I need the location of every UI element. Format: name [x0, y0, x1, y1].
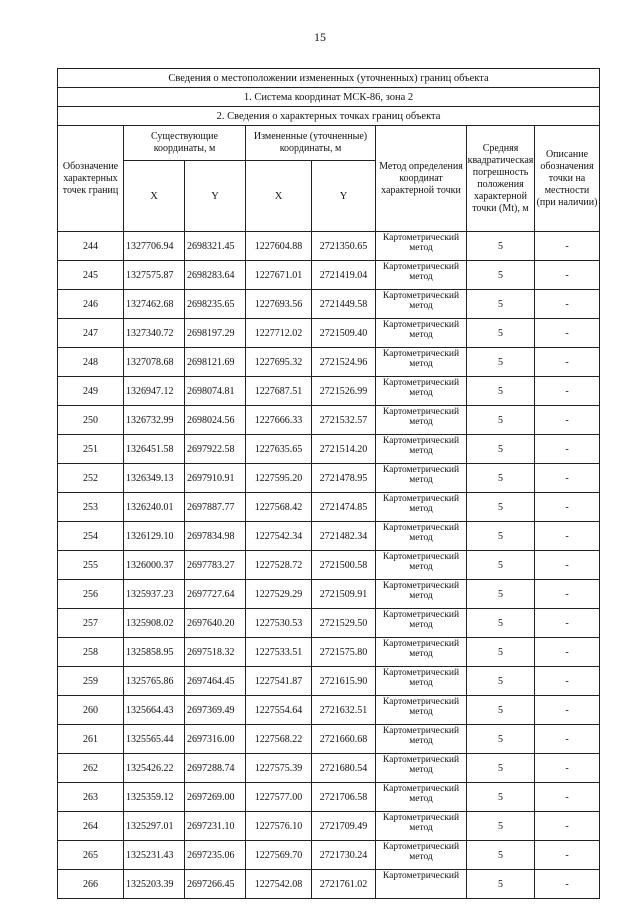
cell-point-number: 249 [58, 377, 124, 406]
cell-existing-y: 2698121.69 [185, 348, 246, 377]
cell-point-number: 259 [58, 667, 124, 696]
cell-existing-x: 1327078.68 [124, 348, 185, 377]
cell-changed-y: 2721478.95 [312, 464, 376, 493]
cell-point-number: 261 [58, 725, 124, 754]
table-row [58, 435, 600, 464]
cell-mean-error: 5 [467, 493, 535, 522]
cell-point-number: 256 [58, 580, 124, 609]
table-row [58, 493, 600, 522]
cell-point-number: 263 [58, 783, 124, 812]
cell-changed-x: 1227595.20 [246, 464, 312, 493]
cell-point-number: 260 [58, 696, 124, 725]
cell-existing-x: 1326451.58 [124, 435, 185, 464]
cell-changed-y: 2721680.54 [312, 754, 376, 783]
cell-method: Картометрический метод [376, 580, 467, 609]
cell-method: Картометрический метод [376, 754, 467, 783]
cell-existing-y: 2697464.45 [185, 667, 246, 696]
cell-description: - [535, 377, 600, 406]
cell-mean-error: 5 [467, 464, 535, 493]
cell-existing-x: 1325858.95 [124, 638, 185, 667]
table-row [58, 783, 600, 812]
cell-description: - [535, 725, 600, 754]
cell-point-number: 251 [58, 435, 124, 464]
cell-method: Картометрический [376, 870, 467, 899]
cell-changed-x: 1227541.87 [246, 667, 312, 696]
cell-method: Картометрический метод [376, 609, 467, 638]
table-row [58, 522, 600, 551]
cell-changed-y: 2721474.85 [312, 493, 376, 522]
cell-mean-error: 5 [467, 638, 535, 667]
cell-existing-x: 1326732.99 [124, 406, 185, 435]
cell-description: - [535, 493, 600, 522]
cell-mean-error: 5 [467, 551, 535, 580]
table-row [58, 638, 600, 667]
cell-changed-y: 2721532.57 [312, 406, 376, 435]
cell-changed-y: 2721709.49 [312, 812, 376, 841]
table-row [58, 609, 600, 638]
cell-description: - [535, 812, 600, 841]
cell-changed-y: 2721449.58 [312, 290, 376, 319]
header-changed-y: Y [312, 161, 376, 232]
cell-mean-error: 5 [467, 696, 535, 725]
header-error: Средняя квадратическая погрешность положения характерной точки (Mt), м [467, 126, 535, 232]
cell-existing-x: 1325231.43 [124, 841, 185, 870]
table-row [58, 232, 600, 261]
cell-description: - [535, 551, 600, 580]
cell-method: Картометрический метод [376, 435, 467, 464]
cell-description: - [535, 783, 600, 812]
header-description: Описание обозначения точки на местности (при наличии) [535, 126, 600, 232]
cell-method: Картометрический метод [376, 638, 467, 667]
cell-method: Картометрический метод [376, 783, 467, 812]
cell-changed-x: 1227666.33 [246, 406, 312, 435]
cell-description: - [535, 435, 600, 464]
cell-changed-x: 1227687.51 [246, 377, 312, 406]
cell-changed-y: 2721660.68 [312, 725, 376, 754]
cell-changed-x: 1227530.53 [246, 609, 312, 638]
cell-description: - [535, 261, 600, 290]
cell-point-number: 244 [58, 232, 124, 261]
cell-existing-y: 2697288.74 [185, 754, 246, 783]
cell-mean-error: 5 [467, 841, 535, 870]
cell-changed-x: 1227533.51 [246, 638, 312, 667]
cell-existing-y: 2697834.98 [185, 522, 246, 551]
cell-existing-y: 2698235.65 [185, 290, 246, 319]
cell-changed-y: 2721419.04 [312, 261, 376, 290]
cell-changed-x: 1227695.32 [246, 348, 312, 377]
cell-mean-error: 5 [467, 319, 535, 348]
header-changed-x: X [246, 161, 312, 232]
cell-changed-y: 2721526.99 [312, 377, 376, 406]
cell-existing-x: 1326129.10 [124, 522, 185, 551]
cell-changed-x: 1227568.22 [246, 725, 312, 754]
cell-description: - [535, 464, 600, 493]
cell-existing-y: 2697231.10 [185, 812, 246, 841]
table-row [58, 696, 600, 725]
cell-method: Картометрический метод [376, 290, 467, 319]
table-row [58, 812, 600, 841]
cell-mean-error: 5 [467, 261, 535, 290]
cell-mean-error: 5 [467, 290, 535, 319]
cell-existing-y: 2698197.29 [185, 319, 246, 348]
cell-method: Картометрический метод [376, 841, 467, 870]
cell-method: Картометрический метод [376, 812, 467, 841]
coordinate-system: 1. Система координат МСК-86, зона 2 [58, 88, 600, 107]
cell-method: Картометрический метод [376, 348, 467, 377]
cell-changed-y: 2721761.02 [312, 870, 376, 899]
table-row [58, 406, 600, 435]
cell-point-number: 264 [58, 812, 124, 841]
cell-changed-x: 1227671.01 [246, 261, 312, 290]
cell-mean-error: 5 [467, 812, 535, 841]
cell-description: - [535, 638, 600, 667]
cell-method: Картометрический метод [376, 493, 467, 522]
cell-existing-x: 1325937.23 [124, 580, 185, 609]
cell-existing-x: 1326349.13 [124, 464, 185, 493]
cell-method: Картометрический метод [376, 232, 467, 261]
cell-point-number: 255 [58, 551, 124, 580]
cell-mean-error: 5 [467, 377, 535, 406]
header-point: Обозначение характерных точек границ [58, 126, 124, 232]
cell-existing-x: 1325565.44 [124, 725, 185, 754]
cell-existing-y: 2697518.32 [185, 638, 246, 667]
cell-description: - [535, 609, 600, 638]
table-row [58, 290, 600, 319]
cell-changed-x: 1227712.02 [246, 319, 312, 348]
cell-description: - [535, 522, 600, 551]
cell-existing-y: 2698024.56 [185, 406, 246, 435]
cell-mean-error: 5 [467, 609, 535, 638]
cell-point-number: 257 [58, 609, 124, 638]
cell-existing-y: 2697887.77 [185, 493, 246, 522]
cell-mean-error: 5 [467, 783, 535, 812]
cell-existing-x: 1327706.94 [124, 232, 185, 261]
cell-changed-y: 2721706.58 [312, 783, 376, 812]
cell-existing-y: 2697369.49 [185, 696, 246, 725]
cell-description: - [535, 319, 600, 348]
cell-existing-y: 2697910.91 [185, 464, 246, 493]
cell-point-number: 253 [58, 493, 124, 522]
cell-changed-x: 1227542.34 [246, 522, 312, 551]
cell-description: - [535, 406, 600, 435]
cell-changed-y: 2721615.90 [312, 667, 376, 696]
cell-point-number: 252 [58, 464, 124, 493]
header-method: Метод определения координат характерной точки [376, 126, 467, 232]
cell-mean-error: 5 [467, 667, 535, 696]
cell-existing-x: 1326000.37 [124, 551, 185, 580]
cell-changed-x: 1227604.88 [246, 232, 312, 261]
cell-existing-y: 2698283.64 [185, 261, 246, 290]
cell-existing-x: 1325297.01 [124, 812, 185, 841]
cell-method: Картометрический метод [376, 725, 467, 754]
cell-changed-y: 2721575.80 [312, 638, 376, 667]
cell-method: Картометрический метод [376, 377, 467, 406]
cell-existing-y: 2697316.00 [185, 725, 246, 754]
cell-changed-y: 2721632.51 [312, 696, 376, 725]
cell-point-number: 248 [58, 348, 124, 377]
cell-existing-x: 1325359.12 [124, 783, 185, 812]
cell-existing-x: 1327575.87 [124, 261, 185, 290]
cell-existing-x: 1325664.43 [124, 696, 185, 725]
table-title: Сведения о местоположении измененных (уточненных) границ объекта [58, 69, 600, 88]
cell-changed-x: 1227577.00 [246, 783, 312, 812]
cell-existing-y: 2698321.45 [185, 232, 246, 261]
cell-description: - [535, 696, 600, 725]
cell-changed-x: 1227569.70 [246, 841, 312, 870]
boundary-points-table [57, 68, 600, 899]
cell-changed-y: 2721509.40 [312, 319, 376, 348]
cell-method: Картометрический метод [376, 522, 467, 551]
cell-point-number: 262 [58, 754, 124, 783]
cell-changed-x: 1227528.72 [246, 551, 312, 580]
table-row [58, 725, 600, 754]
cell-description: - [535, 870, 600, 899]
cell-point-number: 258 [58, 638, 124, 667]
cell-mean-error: 5 [467, 870, 535, 899]
boundary-points-table-wrap [57, 68, 599, 899]
table-row [58, 667, 600, 696]
cell-description: - [535, 754, 600, 783]
cell-changed-y: 2721514.20 [312, 435, 376, 464]
table-row [58, 319, 600, 348]
cell-existing-x: 1326240.01 [124, 493, 185, 522]
cell-changed-x: 1227554.64 [246, 696, 312, 725]
cell-point-number: 246 [58, 290, 124, 319]
cell-method: Картометрический метод [376, 406, 467, 435]
table-row [58, 551, 600, 580]
cell-existing-y: 2697727.64 [185, 580, 246, 609]
cell-existing-x: 1325765.86 [124, 667, 185, 696]
cell-mean-error: 5 [467, 725, 535, 754]
cell-point-number: 245 [58, 261, 124, 290]
cell-method: Картометрический метод [376, 319, 467, 348]
cell-changed-y: 2721350.65 [312, 232, 376, 261]
cell-changed-x: 1227575.39 [246, 754, 312, 783]
cell-method: Картометрический метод [376, 551, 467, 580]
cell-mean-error: 5 [467, 348, 535, 377]
cell-changed-y: 2721482.34 [312, 522, 376, 551]
cell-changed-x: 1227635.65 [246, 435, 312, 464]
cell-existing-y: 2697269.00 [185, 783, 246, 812]
cell-mean-error: 5 [467, 580, 535, 609]
cell-description: - [535, 580, 600, 609]
cell-method: Картометрический метод [376, 464, 467, 493]
cell-existing-y: 2697266.45 [185, 870, 246, 899]
header-existing-x: X [124, 161, 185, 232]
header-existing-y: Y [185, 161, 246, 232]
cell-existing-y: 2698074.81 [185, 377, 246, 406]
cell-existing-x: 1325203.39 [124, 870, 185, 899]
cell-mean-error: 5 [467, 406, 535, 435]
cell-existing-x: 1327340.72 [124, 319, 185, 348]
cell-mean-error: 5 [467, 754, 535, 783]
table-row [58, 348, 600, 377]
cell-mean-error: 5 [467, 232, 535, 261]
cell-description: - [535, 667, 600, 696]
page-number: 15 [314, 30, 326, 44]
cell-changed-y: 2721500.58 [312, 551, 376, 580]
cell-changed-x: 1227568.42 [246, 493, 312, 522]
table-row [58, 870, 600, 899]
cell-existing-y: 2697640.20 [185, 609, 246, 638]
cell-changed-y: 2721730.24 [312, 841, 376, 870]
cell-changed-x: 1227529.29 [246, 580, 312, 609]
cell-existing-y: 2697783.27 [185, 551, 246, 580]
cell-existing-x: 1326947.12 [124, 377, 185, 406]
table-row [58, 261, 600, 290]
table-row [58, 464, 600, 493]
cell-method: Картометрический метод [376, 696, 467, 725]
cell-existing-x: 1325908.02 [124, 609, 185, 638]
cell-existing-x: 1327462.68 [124, 290, 185, 319]
table-row [58, 754, 600, 783]
header-changed-coords: Измененные (уточненные) координаты, м [246, 126, 376, 161]
cell-description: - [535, 348, 600, 377]
cell-mean-error: 5 [467, 435, 535, 464]
cell-description: - [535, 290, 600, 319]
cell-changed-y: 2721529.50 [312, 609, 376, 638]
section-title: 2. Сведения о характерных точках границ объекта [58, 107, 600, 126]
cell-point-number: 266 [58, 870, 124, 899]
cell-existing-y: 2697922.58 [185, 435, 246, 464]
cell-changed-x: 1227693.56 [246, 290, 312, 319]
table-row [58, 580, 600, 609]
header-existing-coords: Существующие координаты, м [124, 126, 246, 161]
cell-description: - [535, 841, 600, 870]
cell-mean-error: 5 [467, 522, 535, 551]
cell-method: Картометрический метод [376, 667, 467, 696]
cell-point-number: 250 [58, 406, 124, 435]
table-row [58, 377, 600, 406]
cell-description: - [535, 232, 600, 261]
cell-point-number: 254 [58, 522, 124, 551]
cell-existing-y: 2697235.06 [185, 841, 246, 870]
cell-changed-x: 1227576.10 [246, 812, 312, 841]
cell-changed-y: 2721509.91 [312, 580, 376, 609]
cell-method: Картометрический метод [376, 261, 467, 290]
cell-changed-y: 2721524.96 [312, 348, 376, 377]
cell-changed-x: 1227542.08 [246, 870, 312, 899]
cell-existing-x: 1325426.22 [124, 754, 185, 783]
cell-point-number: 247 [58, 319, 124, 348]
table-row [58, 841, 600, 870]
cell-point-number: 265 [58, 841, 124, 870]
